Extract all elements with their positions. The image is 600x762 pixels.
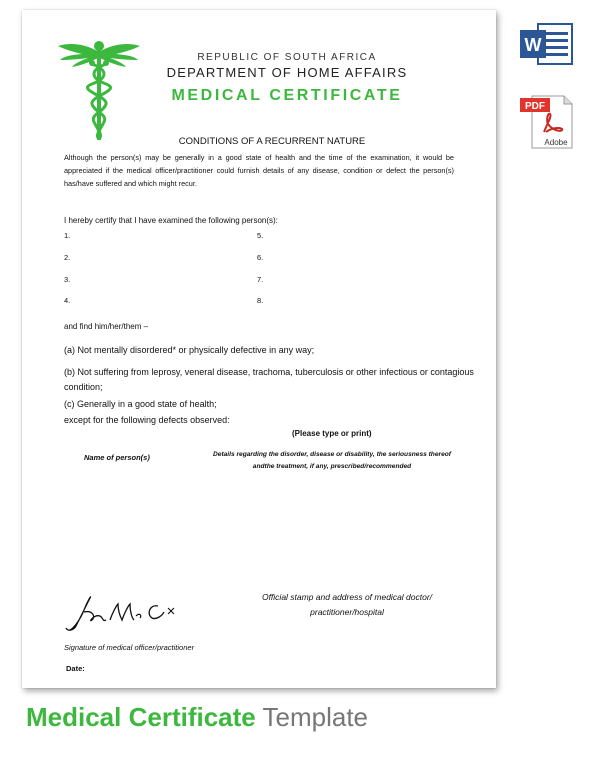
header-department: DEPARTMENT OF HOME AFFAIRS bbox=[166, 65, 408, 80]
certificate-document bbox=[22, 10, 496, 688]
condition-c: (c) Generally in a good state of health; bbox=[64, 399, 217, 409]
person-number: 8. bbox=[257, 296, 264, 305]
person-number: 4. bbox=[64, 296, 71, 305]
word-document-icon[interactable] bbox=[518, 20, 574, 68]
certify-statement: I hereby certify that I have examined the following person(s): bbox=[64, 216, 278, 225]
adobe-label: Adobe bbox=[544, 138, 568, 147]
pdf-label: PDF bbox=[525, 101, 545, 112]
except-statement: except for the following defects observed: bbox=[64, 415, 230, 425]
header-country: REPUBLIC OF SOUTH AFRICA bbox=[197, 52, 377, 63]
person-number: 2. bbox=[64, 253, 71, 262]
pdf-document-icon[interactable] bbox=[518, 92, 576, 152]
person-number: 7. bbox=[257, 275, 264, 284]
person-number: 5. bbox=[257, 231, 264, 240]
svg-text:W: W bbox=[524, 35, 542, 55]
condition-b: (b) Not suffering from leprosy, veneral disease, trachoma, tuberculosis or other infectious or contagious condition; bbox=[64, 367, 474, 392]
signature-label: Signature of medical officer/practitioner bbox=[64, 643, 195, 652]
footer-title bbox=[26, 702, 596, 733]
date-label: Date: bbox=[66, 664, 85, 673]
person-number: 3. bbox=[64, 275, 71, 284]
person-number: 6. bbox=[257, 253, 264, 262]
conditions-title: CONDITIONS OF A RECURRENT NATURE bbox=[178, 136, 366, 147]
person-number: 1. bbox=[64, 231, 71, 240]
footer-title-suffix: Template bbox=[255, 702, 369, 732]
find-statement: and find him/her/them – bbox=[64, 322, 149, 331]
stamp-label: Official stamp and address of medical doctor/ practitioner/hospital bbox=[261, 592, 433, 617]
caduceus-logo-icon bbox=[56, 34, 142, 144]
conditions-text: Although the person(s) may be generally in a good state of health and the time of the examination, it would be appreciated if the medical officer/practitioner could furnish details of any disease, condition or defect the person(s) has/have suffered and which might recur. bbox=[64, 153, 454, 188]
column-name-header: Name of person(s) bbox=[84, 453, 150, 462]
footer-title-main: Medical Certificate bbox=[26, 702, 256, 732]
handwritten-signature bbox=[62, 590, 187, 635]
header-title: MEDICAL CERTIFICATE bbox=[171, 87, 403, 104]
please-type-note: (Please type or print) bbox=[292, 429, 372, 438]
column-details-header: Details regarding the disorder, disease or disability, the seriousness thereof andthe treatment, if any, prescribed/recommended bbox=[213, 451, 451, 470]
condition-a: (a) Not mentally disordered* or physically defective in any way; bbox=[64, 345, 315, 355]
